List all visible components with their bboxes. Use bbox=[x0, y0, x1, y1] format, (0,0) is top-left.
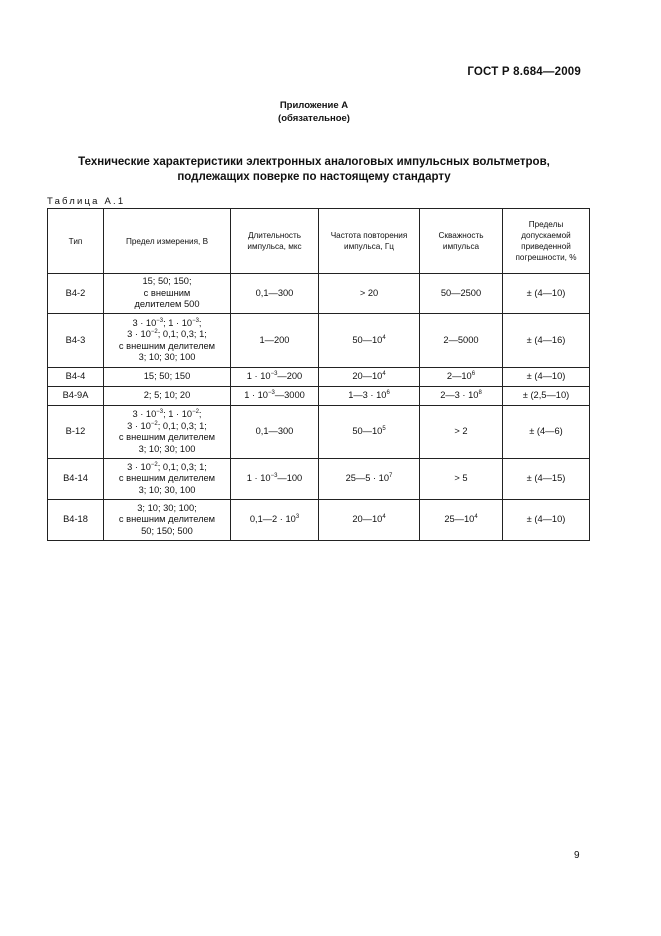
cell-frequency: $50—10^4$ bbox=[319, 314, 420, 368]
cell-range: 15; 50; 150; с внешним делителем 500 bbox=[104, 274, 231, 314]
table-row bbox=[48, 500, 590, 541]
cell-frequency: $20—10^4$ bbox=[319, 500, 420, 541]
column-header-range: Предел измерения, В bbox=[104, 209, 231, 274]
cell-frequency: > 20 bbox=[319, 274, 420, 314]
cell-duration: $1 \cdot 10^{-3}—200$ bbox=[231, 368, 319, 387]
column-header-type: Тип bbox=[48, 209, 104, 274]
cell-frequency: 1—3 · $10^6$ bbox=[319, 387, 420, 406]
appendix-subtitle: (обязательное) bbox=[278, 113, 350, 124]
table-row bbox=[48, 274, 590, 314]
column-header-frequency: Частота повторения импульса, Гц bbox=[319, 209, 420, 274]
cell-error: ± (4—10) bbox=[503, 368, 590, 387]
characteristics-table bbox=[47, 208, 590, 541]
table-row bbox=[48, 406, 590, 459]
document-title-line-2: подлежащих поверке по настоящему стандарту bbox=[177, 171, 451, 183]
table-row bbox=[48, 314, 590, 368]
cell-error: ± (4—15) bbox=[503, 459, 590, 500]
cell-type: В4-14 bbox=[48, 459, 104, 500]
table-body bbox=[48, 274, 590, 541]
cell-range: 3; 10; 30; 100; с внешним делителем 50; 150; 500 bbox=[104, 500, 231, 541]
cell-type: В-12 bbox=[48, 406, 104, 459]
cell-error: ± (4—16) bbox=[503, 314, 590, 368]
table-header-row bbox=[48, 209, 590, 274]
document-title-line-1: Технические характеристики электронных аналоговых импульсных вольтметров, bbox=[78, 156, 550, 168]
table-row bbox=[48, 368, 590, 387]
cell-duration: 1—200 bbox=[231, 314, 319, 368]
cell-error: ± (4—10) bbox=[503, 500, 590, 541]
cell-duty: 2—3 · $10^8$ bbox=[420, 387, 503, 406]
cell-type: В4-2 bbox=[48, 274, 104, 314]
cell-range: $3 \cdot 10^{-2}$; 0,1; 0,3; 1; с внешним делителем 3; 10; 30, 100 bbox=[104, 459, 231, 500]
cell-error: ± (4—6) bbox=[503, 406, 590, 459]
cell-duration: $1 \cdot 10^{-3}—100$ bbox=[231, 459, 319, 500]
cell-duration: 0,1—300 bbox=[231, 274, 319, 314]
appendix-heading bbox=[0, 99, 628, 125]
column-header-duration: Длительность импульса, мкс bbox=[231, 209, 319, 274]
cell-range: $3 \cdot 10^{-3}$; $1 \cdot 10^{-2}$; $3 \cdot 10^{-2}$; 0,1; 0,3; 1; с внешним делителем 3; 10; 30; 100 bbox=[104, 406, 231, 459]
cell-duty: > 2 bbox=[420, 406, 503, 459]
cell-type: В4-9А bbox=[48, 387, 104, 406]
column-header-duty: Скважность импульса bbox=[420, 209, 503, 274]
cell-error: ± (4—10) bbox=[503, 274, 590, 314]
cell-frequency: $50—10^5$ bbox=[319, 406, 420, 459]
cell-range: $3 \cdot 10^{-3}$; $1 \cdot 10^{-3}$; $3 \cdot 10^{-2}$; 0,1; 0,3; 1; с внешним делителем 3; 10; 30; 100 bbox=[104, 314, 231, 368]
table-label: Таблица А.1 bbox=[47, 196, 126, 207]
table-row bbox=[48, 387, 590, 406]
cell-duty: 50—2500 bbox=[420, 274, 503, 314]
document-title bbox=[0, 155, 628, 185]
standard-number: ГОСТ Р 8.684—2009 bbox=[467, 66, 581, 78]
cell-duration: 0,1—2 · $10^3$ bbox=[231, 500, 319, 541]
cell-duration: 0,1—300 bbox=[231, 406, 319, 459]
cell-range: 2; 5; 10; 20 bbox=[104, 387, 231, 406]
cell-duration: $1 \cdot 10^{-3}—3000$ bbox=[231, 387, 319, 406]
cell-frequency: $20—10^4$ bbox=[319, 368, 420, 387]
cell-frequency: 25—5 · $10^7$ bbox=[319, 459, 420, 500]
page-number: 9 bbox=[574, 850, 580, 861]
cell-duty: $2—10^6$ bbox=[420, 368, 503, 387]
cell-duty: 2—5000 bbox=[420, 314, 503, 368]
appendix-title: Приложение А bbox=[279, 100, 349, 111]
cell-type: В4-4 bbox=[48, 368, 104, 387]
cell-duty: > 5 bbox=[420, 459, 503, 500]
table-row bbox=[48, 459, 590, 500]
cell-error: ± (2,5—10) bbox=[503, 387, 590, 406]
cell-type: В4-18 bbox=[48, 500, 104, 541]
column-header-error: Пределы допускаемой приведенной погрешности, % bbox=[503, 209, 590, 274]
cell-range: 15; 50; 150 bbox=[104, 368, 231, 387]
cell-type: В4-3 bbox=[48, 314, 104, 368]
cell-duty: $25—10^4$ bbox=[420, 500, 503, 541]
